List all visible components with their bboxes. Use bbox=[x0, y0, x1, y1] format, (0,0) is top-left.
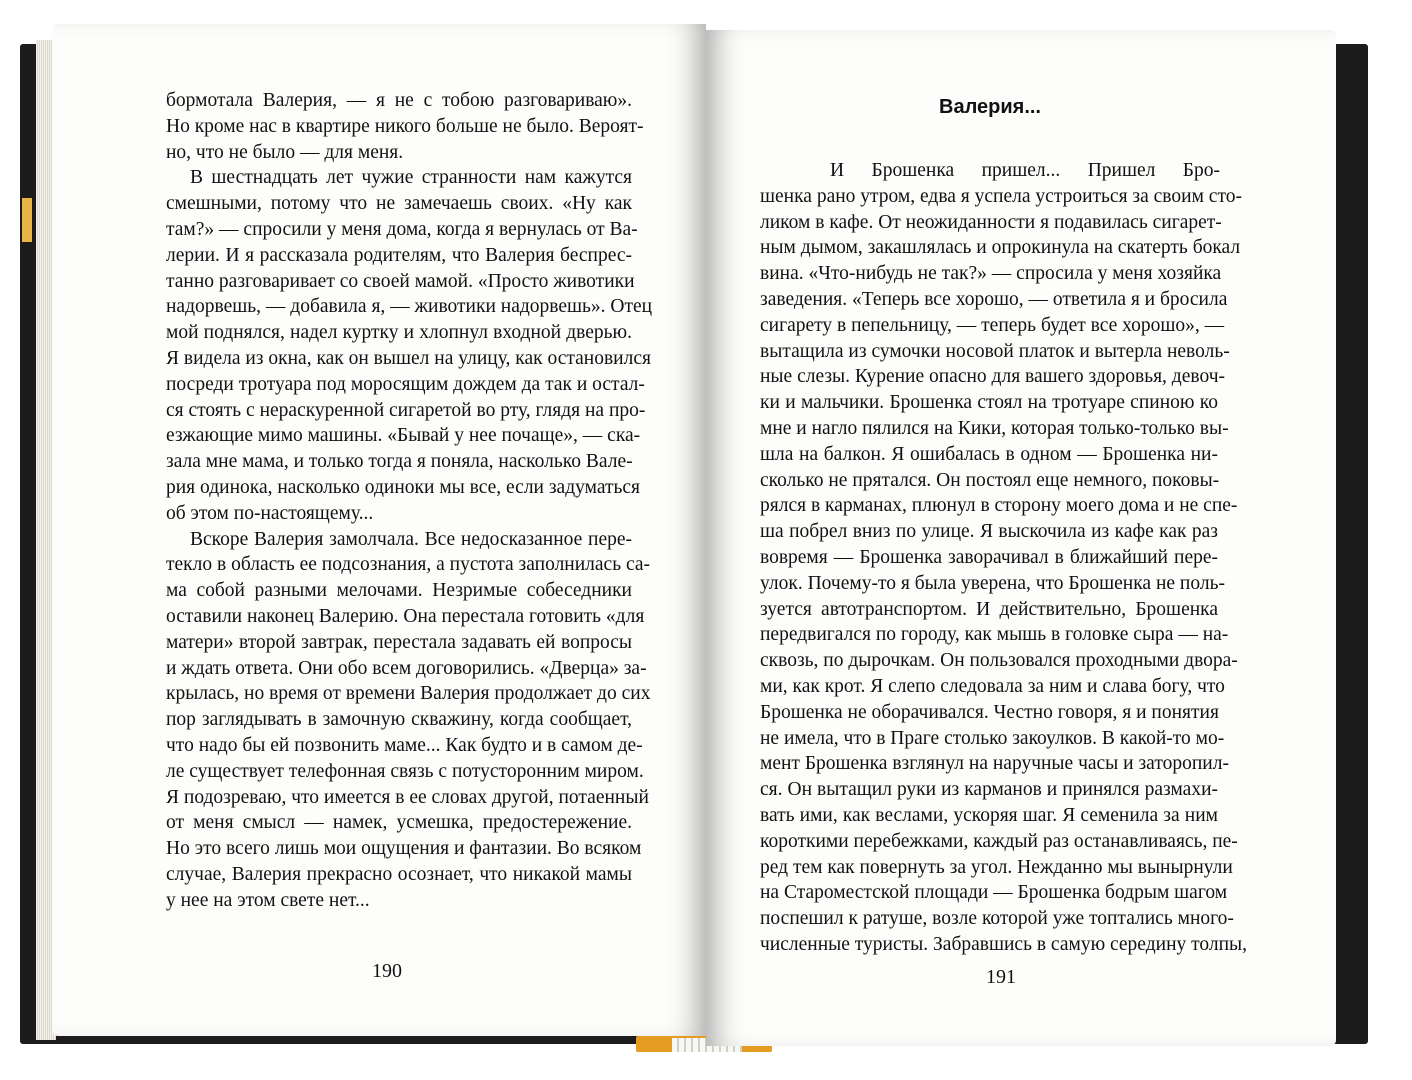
text-line: но, что не было — для меня. bbox=[166, 141, 404, 163]
text-line: не имела, что в Праге столько закоулков. В какой-то мо- bbox=[760, 727, 1225, 749]
text-line: случае, Валерия прекрасно осознает, что никакой мамы bbox=[166, 864, 632, 885]
text-line: пор заглядывать в замочную скважину, когда сообщает, bbox=[166, 709, 632, 731]
text-line: матери» второй завтрак, перестала задавать ей вопросы bbox=[166, 631, 632, 653]
text-line: сколько не прятался. Он постоял еще немного, поковы- bbox=[760, 469, 1220, 491]
text-line: передвигался по городу, как мышь в головке сыра — на- bbox=[760, 624, 1229, 646]
text-line: вытащила из сумочки носовой платок и вытерла неволь- bbox=[760, 340, 1230, 362]
text-line: ша побрел вниз по улице. Я выскочила из кафе как раз bbox=[760, 521, 1218, 543]
text-line: лерии. И я рассказала родителям, что Валерия беспрес- bbox=[166, 244, 632, 266]
text-line: вать ими, как веслами, ускоряя шаг. Я семенила за ним bbox=[760, 805, 1218, 826]
text-line: надорвешь, — добавила я, — животики надорвешь». Отец bbox=[166, 296, 653, 318]
text-line: мент Брошенка взглянул на наручные часы и заторопил- bbox=[760, 753, 1229, 775]
text-line: от меня смысл — намек, усмешка, предостережение. bbox=[166, 812, 632, 834]
text-line: И Брошенка пришел... Пришел Бро- bbox=[830, 160, 1220, 181]
page-number-left: 190 bbox=[372, 960, 402, 982]
text-line: численные туристы. Забравшись в самую середину толпы, bbox=[760, 934, 1248, 955]
text-line: и ждать ответа. Они обо всем договорились. «Дверца» за- bbox=[166, 657, 647, 679]
text-line: ным дымом, закашлялась и опрокинула на скатерть бокал bbox=[760, 237, 1241, 259]
text-line: там?» — спросили у меня дома, когда я вернулась от Ва- bbox=[166, 219, 638, 240]
text-line: Я подозреваю, что имеется в ее словах другой, потаенный bbox=[166, 786, 649, 808]
text-line: вина. «Что-нибудь не так?» — спросила у меня хозяйка bbox=[760, 263, 1222, 285]
text-line: ся. Он вытащил руки из карманов и принялся размахи- bbox=[760, 779, 1218, 801]
text-line: короткими перебежками, каждый раз останавливаясь, пе- bbox=[760, 830, 1238, 852]
left-page-text bbox=[166, 88, 653, 928]
text-line: ки и мальчики. Брошенка стоял на тротуаре спиною ко bbox=[760, 392, 1218, 414]
text-line: ные слезы. Курение опасно для вашего здоровья, девоч- bbox=[760, 366, 1226, 388]
text-line: сквозь, по дырочкам. Он пользовался проходными двора- bbox=[760, 650, 1238, 672]
text-line: зуется автотранспортом. И действительно, Брошенка bbox=[760, 598, 1218, 620]
text-line: ликом в кафе. От неожиданности я подавилась сигарет- bbox=[760, 211, 1222, 233]
text-line: рялся в карманах, плюнул в сторону моего дома и не спе- bbox=[760, 495, 1238, 517]
page-number-right: 191 bbox=[986, 966, 1016, 988]
text-line: на Староместской площади — Брошенка бодрым шагом bbox=[760, 882, 1228, 904]
text-line: об этом по-настоящему... bbox=[166, 502, 374, 524]
text-line: заведения. «Теперь все хорошо, — ответила я и бросила bbox=[760, 289, 1228, 310]
text-line: улок. Почему-то я была уверена, что Брошенка не поль- bbox=[760, 572, 1225, 594]
text-line: Вскоре Валерия замолчала. Все недосказанное пере- bbox=[190, 528, 632, 550]
text-line: ле существует телефонная связь с потусторонним миром. bbox=[166, 760, 644, 782]
text-line: что надо бы ей позвонить маме... Как будто и в самом де- bbox=[166, 735, 643, 756]
text-line: шенка рано утром, едва я успела устроиться за своим сто- bbox=[760, 185, 1242, 207]
text-line: танно разговаривает со своей мамой. «Просто животики bbox=[166, 270, 635, 292]
text-line: оставили наконец Валерию. Она перестала готовить «для bbox=[166, 606, 645, 627]
text-line: ред тем как повернуть за угол. Нежданно мы вынырнули bbox=[760, 856, 1233, 878]
text-line: зала мне мама, и только тогда я поняла, насколько Вале- bbox=[166, 451, 633, 473]
text-line: бормотала Валерия, — я не с тобою разговариваю». bbox=[166, 90, 632, 111]
text-line: ся стоять с нераскуренной сигаретой во рту, глядя на про- bbox=[166, 399, 646, 421]
text-line: смешными, потому что не замечаешь своих. «Ну как bbox=[166, 193, 632, 215]
text-line: езжающие мимо машины. «Бывай у нее почаще», — ска- bbox=[166, 425, 641, 447]
text-line: текло в область ее подсознания, а пустота заполнилась са- bbox=[166, 554, 651, 576]
text-line: Но это всего лишь мои ощущения и фантазии. Во всяком bbox=[166, 838, 642, 860]
text-line: ма собой разными мелочами. Незримые собеседники bbox=[166, 580, 632, 602]
text-line: посреди тротуара под моросящим дождем да так и остал- bbox=[166, 373, 645, 395]
text-line: Брошенка не оборачивался. Честно говоря, я и понятия bbox=[760, 701, 1219, 723]
text-line: сигарету в пепельницу, — теперь будет все хорошо», — bbox=[760, 314, 1225, 336]
text-line: Я видела из окна, как он вышел на улицу, как остановился bbox=[166, 348, 651, 369]
text-line: поспешил к ратуше, возле которой уже топтались много- bbox=[760, 908, 1234, 930]
text-line: Но кроме нас в квартире никого больше не было. Вероят- bbox=[166, 115, 644, 137]
text-line: у нее на этом свете нет... bbox=[166, 889, 370, 911]
text-line: В шестнадцать лет чужие странности нам кажутся bbox=[190, 167, 632, 189]
bookmark-ribbon bbox=[22, 198, 32, 242]
text-line: вовремя — Брошенка заворачивал в ближайший пере- bbox=[760, 547, 1218, 568]
text-line: шла на балкон. Я ошибалась в одном — Брошенка ни- bbox=[760, 443, 1218, 465]
text-line: крылась, но время от времени Валерия продолжает до сих bbox=[166, 683, 651, 705]
text-line: мой поднялся, надел куртку и хлопнул входной дверью. bbox=[166, 322, 632, 344]
text-line: рия одинока, насколько одиноки мы все, если задуматься bbox=[166, 477, 641, 498]
text-line: ми, как крот. Я слепо следовала за ним и слава богу, что bbox=[760, 676, 1225, 697]
right-page-text bbox=[760, 96, 1248, 956]
chapter-heading: Валерия... bbox=[939, 96, 1041, 118]
text-line: мне и нагло пялился на Кики, которая только-только вы- bbox=[760, 418, 1229, 439]
